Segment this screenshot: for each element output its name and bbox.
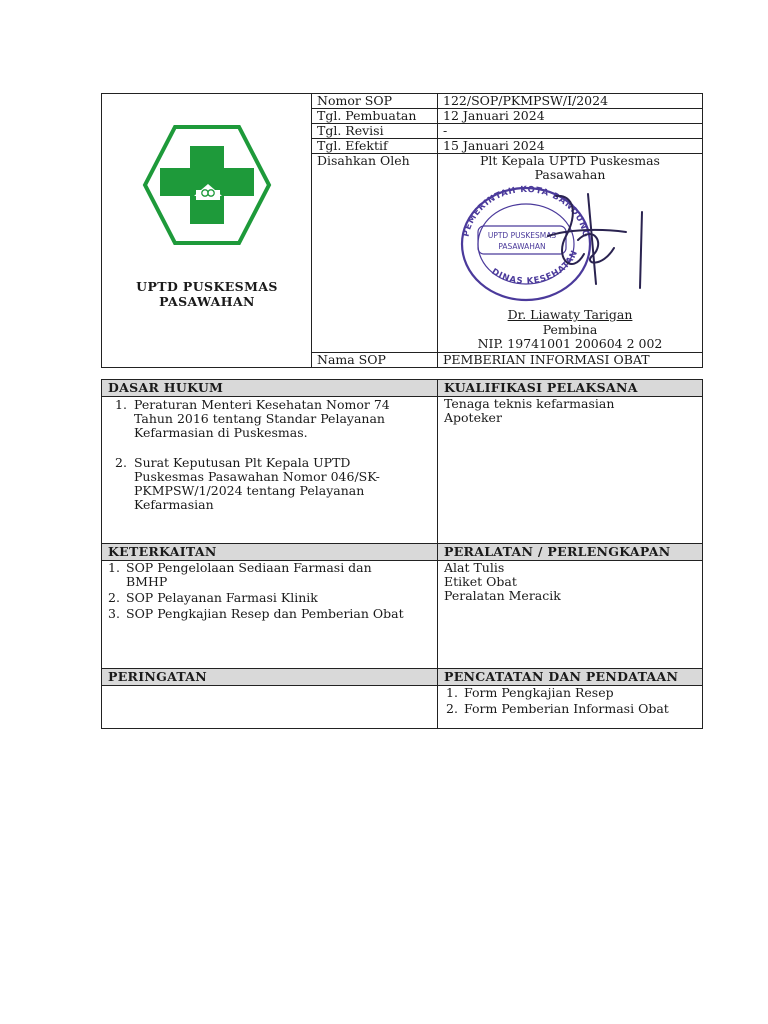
meta-label: Tgl. Pembuatan xyxy=(312,109,438,124)
list-text: Kefarmasian xyxy=(134,497,214,512)
list-text: Tahun 2016 tentang Standar Pelayanan xyxy=(134,411,385,426)
kualifikasi-line: Apoteker xyxy=(444,410,502,425)
sop-name-value: PEMBERIAN INFORMASI OBAT xyxy=(438,353,703,368)
list-text: SOP Pengelolaan Sediaan Farmasi dan xyxy=(126,560,372,575)
peralatan-line: Alat Tulis xyxy=(444,560,505,575)
keterkaitan-heading: KETERKAITAN xyxy=(102,544,438,561)
stamp-bottom-text: DINAS KESEHATAN xyxy=(489,248,581,287)
peralatan-line: Peralatan Meracik xyxy=(444,588,561,603)
stamp-inner-line1: UPTD PUSKESMAS xyxy=(487,231,557,240)
list-number: 3. xyxy=(108,606,120,621)
list-item xyxy=(108,561,431,589)
organization-name xyxy=(102,279,312,309)
signer-nip: NIP. 19741001 200604 2 002 xyxy=(477,336,663,351)
meta-label: Tgl. Revisi xyxy=(312,124,438,139)
approved-by-label: Disahkan Oleh xyxy=(312,154,438,353)
sop-detail-table xyxy=(101,379,703,729)
organization-name-line1: UPTD PUSKESMAS xyxy=(136,279,278,294)
list-item xyxy=(108,456,431,512)
list-text: PKMPSW/1/2024 tentang Pelayanan xyxy=(134,483,365,498)
pencatatan-content xyxy=(438,686,703,729)
signer-rank: Pembina xyxy=(542,321,598,337)
list-text: Peraturan Menteri Kesehatan Nomor 74 xyxy=(134,397,390,412)
list-text: Form Pengkajian Resep xyxy=(464,685,614,700)
meta-value: 122/SOP/PKMPSW/I/2024 xyxy=(438,94,703,109)
official-stamp-icon xyxy=(456,184,656,306)
peringatan-heading: PERINGATAN xyxy=(102,669,438,686)
stamp-inner-line2: PASAWAHAN xyxy=(498,242,546,251)
kualifikasi-content xyxy=(438,397,703,544)
meta-label: Tgl. Efektif xyxy=(312,139,438,154)
list-number: 1. xyxy=(446,685,458,700)
organization-name-line2: PASAWAHAN xyxy=(159,294,255,309)
list-text: Form Pemberian Informasi Obat xyxy=(464,701,669,716)
peralatan-heading: PERALATAN / PERLENGKAPAN xyxy=(438,544,703,561)
list-text: SOP Pengkajian Resep dan Pemberian Obat xyxy=(126,606,404,621)
list-text: SOP Pelayanan Farmasi Klinik xyxy=(126,590,318,605)
meta-label: Nomor SOP xyxy=(312,94,438,109)
meta-value: 15 Januari 2024 xyxy=(438,139,703,154)
peringatan-content xyxy=(102,686,438,729)
kualifikasi-line: Tenaga teknis kefarmasian xyxy=(444,396,615,411)
list-number: 2. xyxy=(108,590,120,605)
list-number: 2. xyxy=(115,455,127,470)
stamp-top-text: PEMERINTAH KOTA BANDUNG xyxy=(461,184,591,239)
logo-cell xyxy=(102,94,312,368)
list-item xyxy=(108,398,431,440)
list-text: Surat Keputusan Plt Kepala UPTD xyxy=(134,455,351,470)
approver-title-line1: Plt Kepala UPTD Puskesmas xyxy=(480,153,660,168)
list-text: Kefarmasian di Puskesmas. xyxy=(134,425,308,440)
approval-cell xyxy=(438,154,703,353)
dasar-hukum-heading: DASAR HUKUM xyxy=(102,380,438,397)
sop-header-table xyxy=(101,93,703,368)
list-number: 1. xyxy=(115,397,127,412)
peralatan-line: Etiket Obat xyxy=(444,574,517,589)
keterkaitan-content xyxy=(102,561,438,669)
sop-name-label: Nama SOP xyxy=(312,353,438,368)
list-item xyxy=(108,607,431,621)
pencatatan-heading: PENCATATAN DAN PENDATAAN xyxy=(438,669,703,686)
approver-title xyxy=(438,154,702,182)
meta-value: - xyxy=(438,124,703,139)
list-text: Puskesmas Pasawahan Nomor 046/SK- xyxy=(134,469,380,484)
list-item xyxy=(446,686,696,700)
meta-value: 12 Januari 2024 xyxy=(438,109,703,124)
signer-name: Dr. Liawaty Tarigan xyxy=(507,307,633,322)
signer-block xyxy=(438,308,702,352)
list-item xyxy=(446,702,696,716)
approver-title-line2: Pasawahan xyxy=(534,167,606,182)
peralatan-content xyxy=(438,561,703,669)
list-text: BMHP xyxy=(126,574,168,589)
list-number: 1. xyxy=(108,560,120,575)
list-item xyxy=(108,591,431,605)
dasar-hukum-content xyxy=(102,397,438,544)
list-number: 2. xyxy=(446,701,458,716)
kualifikasi-heading: KUALIFIKASI PELAKSANA xyxy=(438,380,703,397)
puskesmas-logo-icon xyxy=(142,124,272,246)
